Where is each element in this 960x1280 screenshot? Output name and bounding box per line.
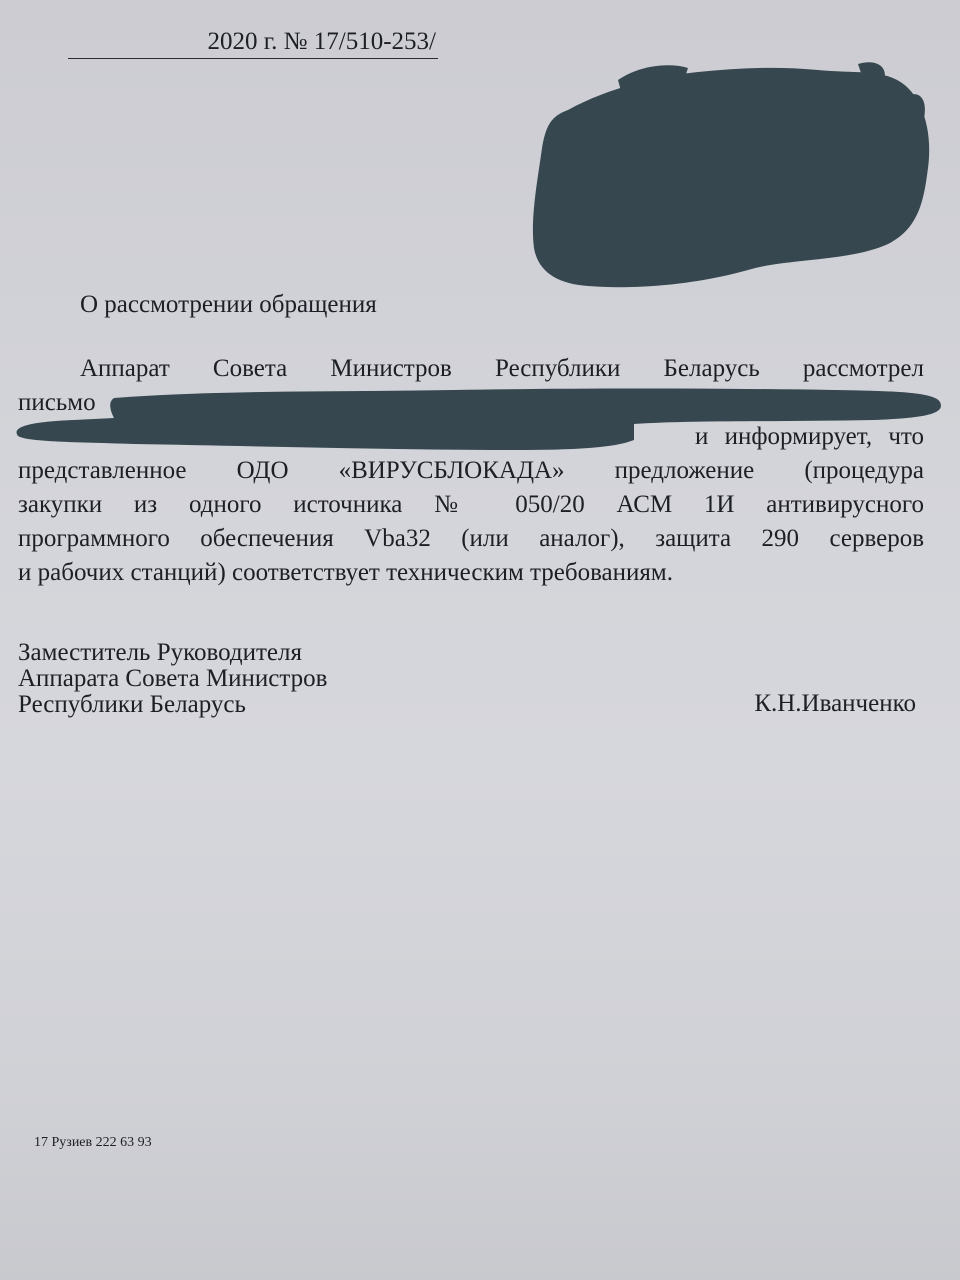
redacted-sender	[14, 380, 948, 452]
executor-note: 17 Рузиев 222 63 93	[34, 1135, 152, 1150]
signatory-name: К.Н.Иванченко	[754, 690, 916, 717]
redacted-addressee	[528, 58, 938, 294]
document-subject: О рассмотрении обращения	[80, 291, 377, 318]
signatory-position	[18, 640, 327, 718]
body-line: представленное ОДО «ВИРУСБЛОКАДА» предложение (процедура	[18, 457, 924, 484]
body-line-end: и информирует, что	[694, 423, 924, 450]
body-line: закупки из одного источника № 050/20 АСМ 1И антивирусного	[18, 491, 924, 518]
body-line: и рабочих станций) соответствует техническим требованиям.	[18, 559, 673, 586]
body-line: Аппарат Совета Министров Республики Беларусь рассмотрел	[80, 355, 924, 382]
signatory-position-line: Аппарата Совета Министров	[18, 665, 328, 692]
body-line: программного обеспечения Vba32 (или аналог), защита 290 серверов	[18, 525, 924, 552]
document-reference: 2020 г. № 17/510-253/	[68, 26, 438, 59]
signatory-position-line: Заместитель Руководителя	[18, 639, 302, 666]
signatory-position-line: Республики Беларусь	[18, 691, 246, 718]
body-line-start: письмо	[18, 389, 96, 416]
